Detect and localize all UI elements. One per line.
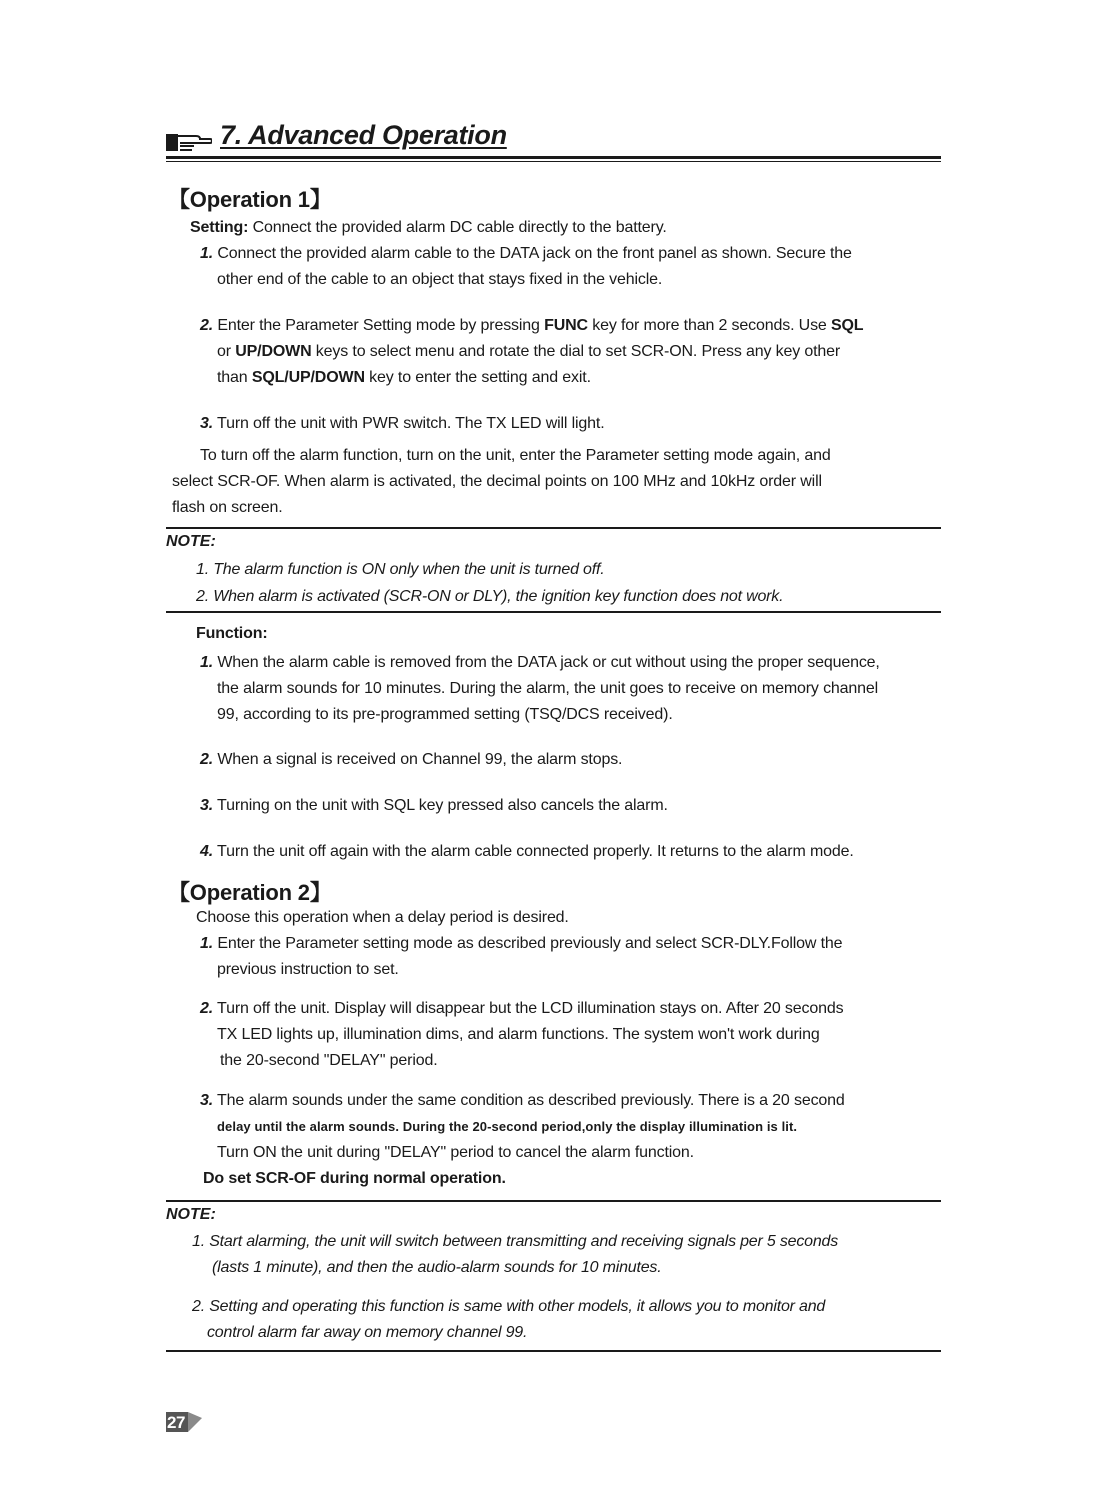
paragraph-line: flash on screen.	[172, 499, 283, 516]
paragraph-line: To turn off the alarm function, turn on the unit, enter the Parameter setting mode again, and	[200, 447, 831, 464]
warning-text: Do set SCR-OF during normal operation.	[203, 1170, 506, 1187]
op1-setting	[190, 215, 667, 241]
step-text-cont: previous instruction to set.	[217, 961, 399, 978]
chapter-rule	[166, 156, 941, 159]
key-func: FUNC	[544, 317, 588, 334]
step-text: When a signal is received on Channel 99, the alarm stops.	[213, 751, 623, 768]
pointing-hand-icon	[166, 130, 212, 152]
step-text-cont	[200, 339, 945, 365]
step-text: keys to select menu and rotate the dial to set SCR-ON. Press any key other	[311, 343, 841, 360]
note-item-2: 2. When alarm is activated (SCR-ON or DLY), the ignition key function does not work.	[196, 588, 784, 605]
note2-item-2	[192, 1294, 825, 1346]
step-text: Turn the unit off again with the alarm cable connected properly. It returns to the alarm mode.	[213, 843, 854, 860]
chapter-header	[166, 120, 941, 156]
function-label: Function:	[196, 625, 268, 642]
step-text-cont: the alarm sounds for 10 minutes. During the alarm, the unit goes to receive on memory channel	[217, 680, 879, 697]
function-item-1	[200, 650, 945, 728]
step-number: 1.	[200, 245, 214, 262]
note-line: control alarm far away on memory channel 99.	[207, 1324, 528, 1341]
step-text: When the alarm cable is removed from the DATA jack or cut without using the proper sequence,	[213, 654, 880, 671]
op2-step-2	[200, 996, 945, 1074]
step-text: Turn off the unit. Display will disappear but the LCD illumination stays on. After 20 seconds	[213, 1000, 844, 1017]
step-text: Turn off the unit with PWR switch. The TX LED will light.	[213, 415, 605, 432]
operation-2-heading: 【Operation 2】	[168, 880, 332, 905]
function-item-2	[200, 747, 945, 773]
key-updown: UP/DOWN	[235, 343, 312, 360]
step-number: 3.	[200, 415, 214, 432]
note2-rule-top	[166, 1200, 941, 1202]
step-text-cont: Turn ON the unit during "DELAY" period to cancel the alarm function.	[217, 1144, 694, 1161]
step-text-cont: delay until the alarm sounds. During the 20-second period,only the display illumination is lit.	[217, 1119, 798, 1134]
step-text: Enter the Parameter Setting mode by pressing	[213, 317, 545, 334]
step-text-cont: TX LED lights up, illumination dims, and alarm functions. The system won't work during	[217, 1026, 820, 1043]
chapter-title: 7. Advanced Operation	[220, 120, 507, 150]
step-number: 1.	[200, 935, 214, 952]
op1-step-2	[200, 313, 945, 391]
function-item-3	[200, 793, 945, 819]
chapter-rule-thin	[166, 161, 941, 162]
key-sql-up-down: SQL/UP/DOWN	[251, 369, 365, 386]
setting-text: Connect the provided alarm DC cable directly to the battery.	[248, 219, 667, 236]
op1-step-1	[200, 241, 945, 293]
step-text: or	[217, 343, 236, 360]
op1-paragraph	[172, 443, 831, 521]
op2-step-1	[200, 931, 945, 983]
step-text: Enter the Parameter setting mode as described previously and select SCR-DLY.Follow the	[213, 935, 843, 952]
step-text-cont: 99, according to its pre-programmed setting (TSQ/DCS received).	[217, 706, 673, 723]
step-text: The alarm sounds under the same condition as described previously. There is a 20 second	[213, 1092, 845, 1109]
setting-label: Setting:	[190, 219, 249, 236]
note-line: 2. Setting and operating this function is same with other models, it allows you to monitor and	[192, 1298, 826, 1315]
op1-step-3	[200, 411, 945, 437]
step-text-cont: the 20-second "DELAY" period.	[220, 1052, 438, 1069]
note2-label: NOTE:	[166, 1206, 216, 1223]
step-number: 3.	[200, 1092, 214, 1109]
operation-1-heading: 【Operation 1】	[168, 187, 332, 212]
note2-rule-bottom	[166, 1350, 941, 1352]
op2-step-3	[200, 1088, 945, 1166]
step-number: 2.	[200, 1000, 214, 1017]
note-line: (lasts 1 minute), and then the audio-alarm sounds for 10 minutes.	[212, 1259, 662, 1276]
step-text: Turning on the unit with SQL key pressed also cancels the alarm.	[213, 797, 668, 814]
paragraph-line: select SCR-OF. When alarm is activated, the decimal points on 100 MHz and 10kHz order will	[172, 473, 822, 490]
step-number: 4.	[200, 843, 214, 860]
page-number-badge	[166, 1410, 202, 1434]
note-rule-bottom	[166, 611, 941, 613]
step-number: 2.	[200, 317, 214, 334]
step-text-cont	[200, 365, 945, 391]
note-rule-top	[166, 527, 941, 529]
step-text-cont: other end of the cable to an object that stays fixed in the vehicle.	[217, 271, 663, 288]
note-line: 1. Start alarming, the unit will switch between transmitting and receiving signals per 5 seconds	[192, 1233, 839, 1250]
page-number: 27	[167, 1413, 185, 1432]
key-sql: SQL	[830, 317, 864, 334]
step-number: 2.	[200, 751, 214, 768]
note2-item-1	[192, 1229, 838, 1281]
note-label: NOTE:	[166, 533, 216, 550]
op2-intro: Choose this operation when a delay period is desired.	[196, 909, 569, 926]
step-number: 1.	[200, 654, 214, 671]
step-number: 3.	[200, 797, 214, 814]
function-item-4	[200, 839, 945, 865]
step-text: key to enter the setting and exit.	[364, 369, 591, 386]
step-text: than	[217, 369, 252, 386]
step-text: Connect the provided alarm cable to the DATA jack on the front panel as shown. Secure the	[213, 245, 852, 262]
note-item-1: 1. The alarm function is ON only when the unit is turned off.	[196, 561, 605, 578]
step-text: key for more than 2 seconds. Use	[587, 317, 831, 334]
